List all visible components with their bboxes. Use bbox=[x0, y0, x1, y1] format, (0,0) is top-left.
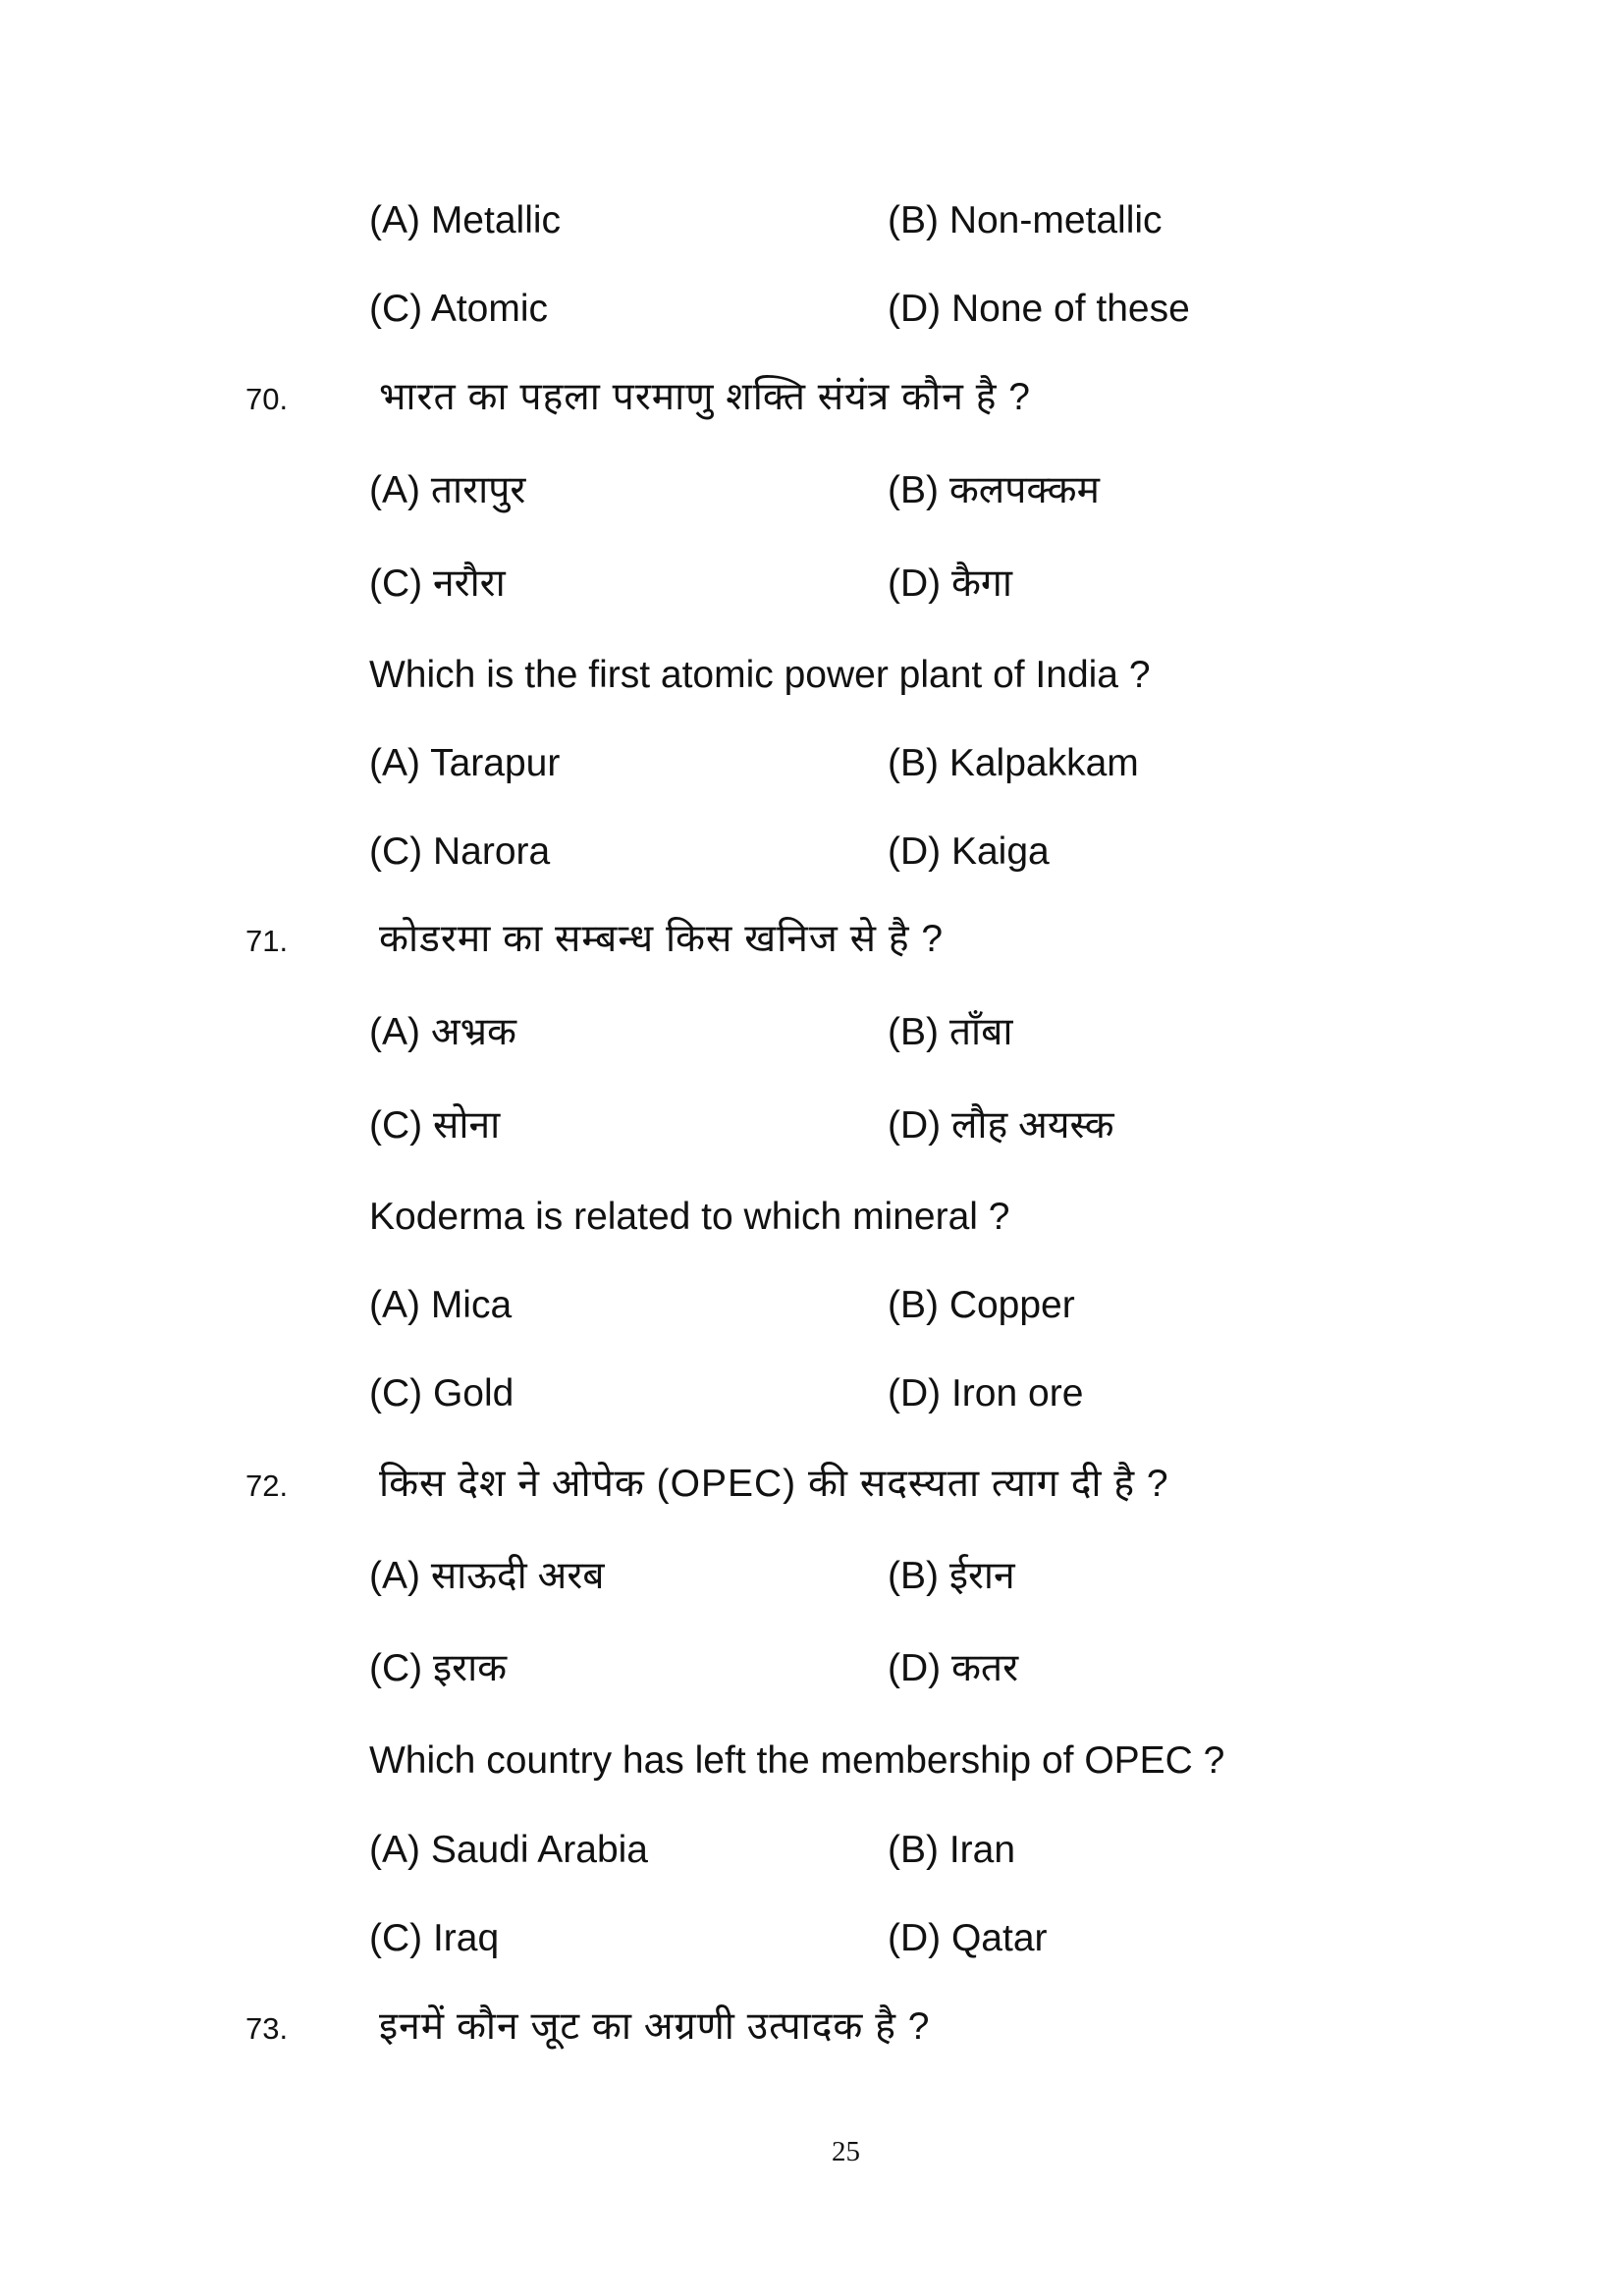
option-c: (C) Gold bbox=[369, 1372, 514, 1415]
option-c-hindi: (C) सोना bbox=[369, 1104, 501, 1147]
question-text-hindi: किस देश ने ओपेक (OPEC) की सदस्यता त्याग दी है ? bbox=[379, 1463, 1169, 1505]
option-d-hindi: (D) कतर bbox=[888, 1647, 1019, 1689]
option-b: (B) Copper bbox=[888, 1284, 1075, 1326]
option-d-hindi: (D) लौह अयस्क bbox=[888, 1104, 1114, 1147]
option-c: (C) Iraq bbox=[369, 1917, 500, 1959]
option-a: (A) Saudi Arabia bbox=[369, 1829, 648, 1871]
option-b-hindi: (B) कलपक्कम bbox=[888, 469, 1100, 511]
question-text-hindi: इनमें कौन जूट का अग्रणी उत्पादक है ? bbox=[379, 2005, 931, 2048]
option-c: (C) Atomic bbox=[369, 288, 549, 330]
question-text-hindi: कोडरमा का सम्बन्ध किस खनिज से है ? bbox=[379, 918, 945, 960]
question-text-english: Koderma is related to which mineral ? bbox=[369, 1196, 1010, 1238]
option-a: (A) Metallic bbox=[369, 199, 562, 241]
option-d: (D) Iron ore bbox=[888, 1372, 1084, 1415]
option-d: (D) None of these bbox=[888, 288, 1190, 330]
question-number: 71. bbox=[245, 924, 289, 958]
option-b: (B) Non-metallic bbox=[888, 199, 1163, 241]
option-a-hindi: (A) अभ्रक bbox=[369, 1011, 516, 1053]
option-b-hindi: (B) ईरान bbox=[888, 1555, 1015, 1597]
option-d: (D) Kaiga bbox=[888, 830, 1050, 873]
option-c-hindi: (C) इराक bbox=[369, 1647, 508, 1689]
option-b-hindi: (B) ताँबा bbox=[888, 1011, 1013, 1053]
question-number: 72. bbox=[245, 1468, 289, 1503]
option-a-hindi: (A) तारापुर bbox=[369, 469, 526, 511]
option-d-hindi: (D) कैगा bbox=[888, 562, 1012, 605]
option-a: (A) Tarapur bbox=[369, 742, 561, 784]
option-b: (B) Iran bbox=[888, 1829, 1016, 1871]
option-c: (C) Narora bbox=[369, 830, 551, 873]
option-a: (A) Mica bbox=[369, 1284, 513, 1326]
question-number: 73. bbox=[245, 2011, 289, 2046]
question-text-hindi: भारत का पहला परमाणु शक्ति संयंत्र कौन है ? bbox=[379, 376, 1031, 418]
question-number: 70. bbox=[245, 382, 289, 416]
option-a-hindi: (A) साऊदी अरब bbox=[369, 1555, 605, 1597]
question-text-english: Which country has left the membership of OPEC ? bbox=[369, 1739, 1225, 1782]
question-text-english: Which is the first atomic power plant of India ? bbox=[369, 654, 1151, 696]
option-b: (B) Kalpakkam bbox=[888, 742, 1139, 784]
option-c-hindi: (C) नरौरा bbox=[369, 562, 506, 605]
option-d: (D) Qatar bbox=[888, 1917, 1048, 1959]
page-number: 25 bbox=[832, 2136, 860, 2167]
